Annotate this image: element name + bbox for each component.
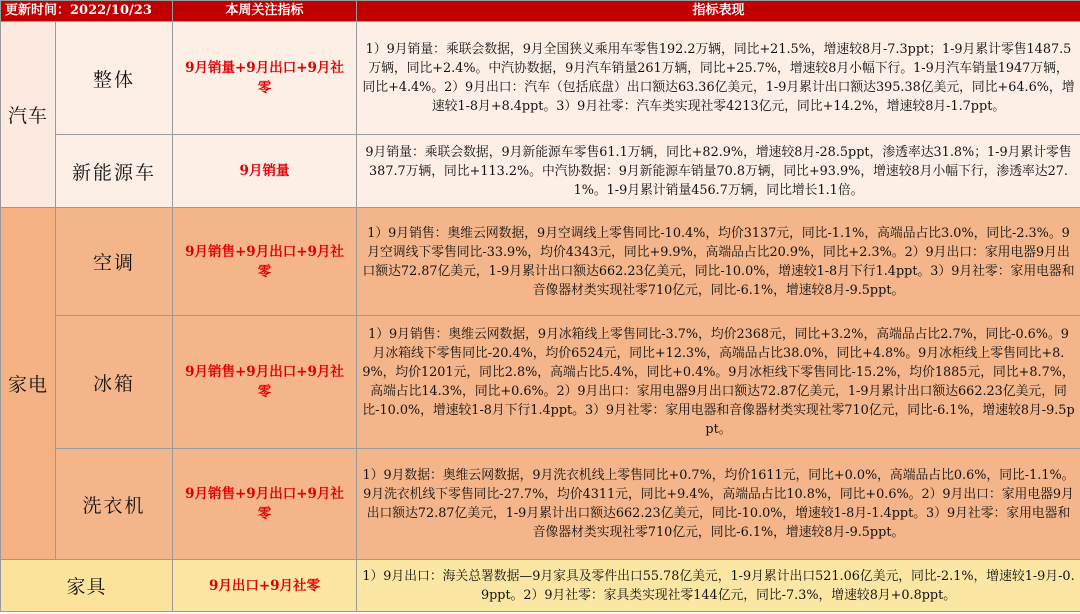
indicator-column-header: 本周关注指标 — [173, 1, 357, 22]
table-row-appliance-fridge — [1, 316, 1080, 449]
indicator-ac: 9月销售+9月出口+9月社零 — [173, 208, 357, 316]
table-header-row — [1, 1, 1080, 22]
table-row-auto-overall — [1, 22, 1080, 135]
table-row-furniture — [1, 560, 1080, 612]
performance-nev: 9月销量：乘联会数据，9月新能源车零售61.1万辆，同比+82.9%，增速较8月-28.5ppt，渗透率达31.8%；1-9月累计零售387.7万辆，同比+113.2%。中汽协数据：9月新能源车销量70.8万辆，同比+93.9%，增速较8月小幅下行，渗透率达27.1%。1-9月累计销量456.7万辆，同比增长1.1倍。 — [357, 135, 1080, 208]
table-row-appliance-ac — [1, 208, 1080, 316]
performance-column-header: 指标表现 — [357, 1, 1080, 22]
indicator-nev: 9月销量 — [173, 135, 357, 208]
indicator-washer: 9月销售+9月出口+9月社零 — [173, 449, 357, 560]
update-time: 更新时间：2022/10/23 — [1, 1, 173, 22]
performance-overall: 1）9月销量：乘联会数据，9月全国狭义乘用车零售192.2万辆，同比+21.5%，增速较8月-7.3ppt；1-9月累计零售1487.5万辆，同比+2.4%。中汽协数据，9月汽车销量261万辆，同比+25.7%，增速较8月小幅下行。1-9月汽车销量1947万辆，同比+4.4%。2）9月出口：汽车（包括底盘）出口额达63.36亿美元，1-9月累计出口额达395.38亿美元，同比+64.6%，增速较1-8月+8.4ppt。3）9月社零：汽车类实现社零4213亿元，同比+14.2%，增速较8月-1.7ppt。 — [357, 22, 1080, 135]
indicator-fridge: 9月销售+9月出口+9月社零 — [173, 316, 357, 449]
performance-furniture: 1）9月出口：海关总署数据—9月家具及零件出口55.78亿美元，1-9月累计出口521.06亿美元，同比-2.1%，增速较1-9月-0.9ppt。2）9月社零：家具类实现社零144亿元，同比-7.3%，增速较8月+0.8ppt。 — [357, 560, 1080, 612]
category-auto: 汽车 — [1, 22, 56, 208]
subcategory-nev: 新能源车 — [56, 135, 173, 208]
table-row-auto-nev — [1, 135, 1080, 208]
indicator-overall: 9月销量+9月出口+9月社零 — [173, 22, 357, 135]
indicator-furniture: 9月出口+9月社零 — [173, 560, 357, 612]
subcategory-overall: 整体 — [56, 22, 173, 135]
performance-washer: 1）9月数据：奥维云网数据，9月洗衣机线上零售同比+0.7%，均价1611元，同比+0.0%，高端品占比0.6%，同比-1.1%。9月洗衣机线下零售同比-27.7%，均价4311元，同比+9.4%，高端品占比10.8%，同比+0.6%。2）9月出口：家用电器9月出口额达72.87亿美元，1-9月累计出口额达662.23亿美元，同比-10.0%，增速较1-8月-1.4ppt。3）9月社零：家用电器和音像器材类实现社零710亿元，同比-6.1%，增速较8月-9.5ppt。 — [357, 449, 1080, 560]
performance-ac: 1）9月销售：奥维云网数据，9月空调线上零售同比-10.4%，均价3137元，同比-1.1%，高端品占比3.0%，同比-2.3%。9月空调线下零售同比-33.9%，均价4343元，同比+9.9%，高端品占比20.9%，同比+2.3%。2）9月出口：家用电器9月出口额达72.87亿美元，1-9月累计出口额达662.23亿美元，同比-10.0%，增速较1-8月下行1.4ppt。3）9月社零：家用电器和音像器材类实现社零710亿元，同比-6.1%，增速较8月-9.5ppt。 — [357, 208, 1080, 316]
table-row-appliance-washer — [1, 449, 1080, 560]
performance-fridge: 1）9月销售：奥维云网数据，9月冰箱线上零售同比-3.7%，均价2368元，同比+3.2%，高端品占比2.7%，同比-0.6%。9月冰箱线下零售同比-20.4%，均价6524元，同比+12.3%，高端品占比38.0%，同比+4.8%。9月冰柜线上零售同比+8.9%，均价1201元，同比2.8%，高端占比5.4%，同比+0.4%。9月冰柜线下零售同比-15.2%，均价1885元，同比+8.7%，高端占比14.3%，同比+0.6%。2）9月出口：家用电器9月出口额达72.87亿美元，1-9月累计出口额达662.23亿美元，同比-10.0%，增速较1-8月下行1.4ppt。3）9月社零：家用电器和音像器材类实现社零710亿元，同比-6.1%，增速较8月-9.5ppt。 — [357, 316, 1080, 449]
category-appliance: 家电 — [1, 208, 56, 560]
subcategory-ac: 空调 — [56, 208, 173, 316]
category-furniture: 家具 — [1, 560, 173, 612]
subcategory-washer: 洗衣机 — [56, 449, 173, 560]
subcategory-fridge: 冰箱 — [56, 316, 173, 449]
